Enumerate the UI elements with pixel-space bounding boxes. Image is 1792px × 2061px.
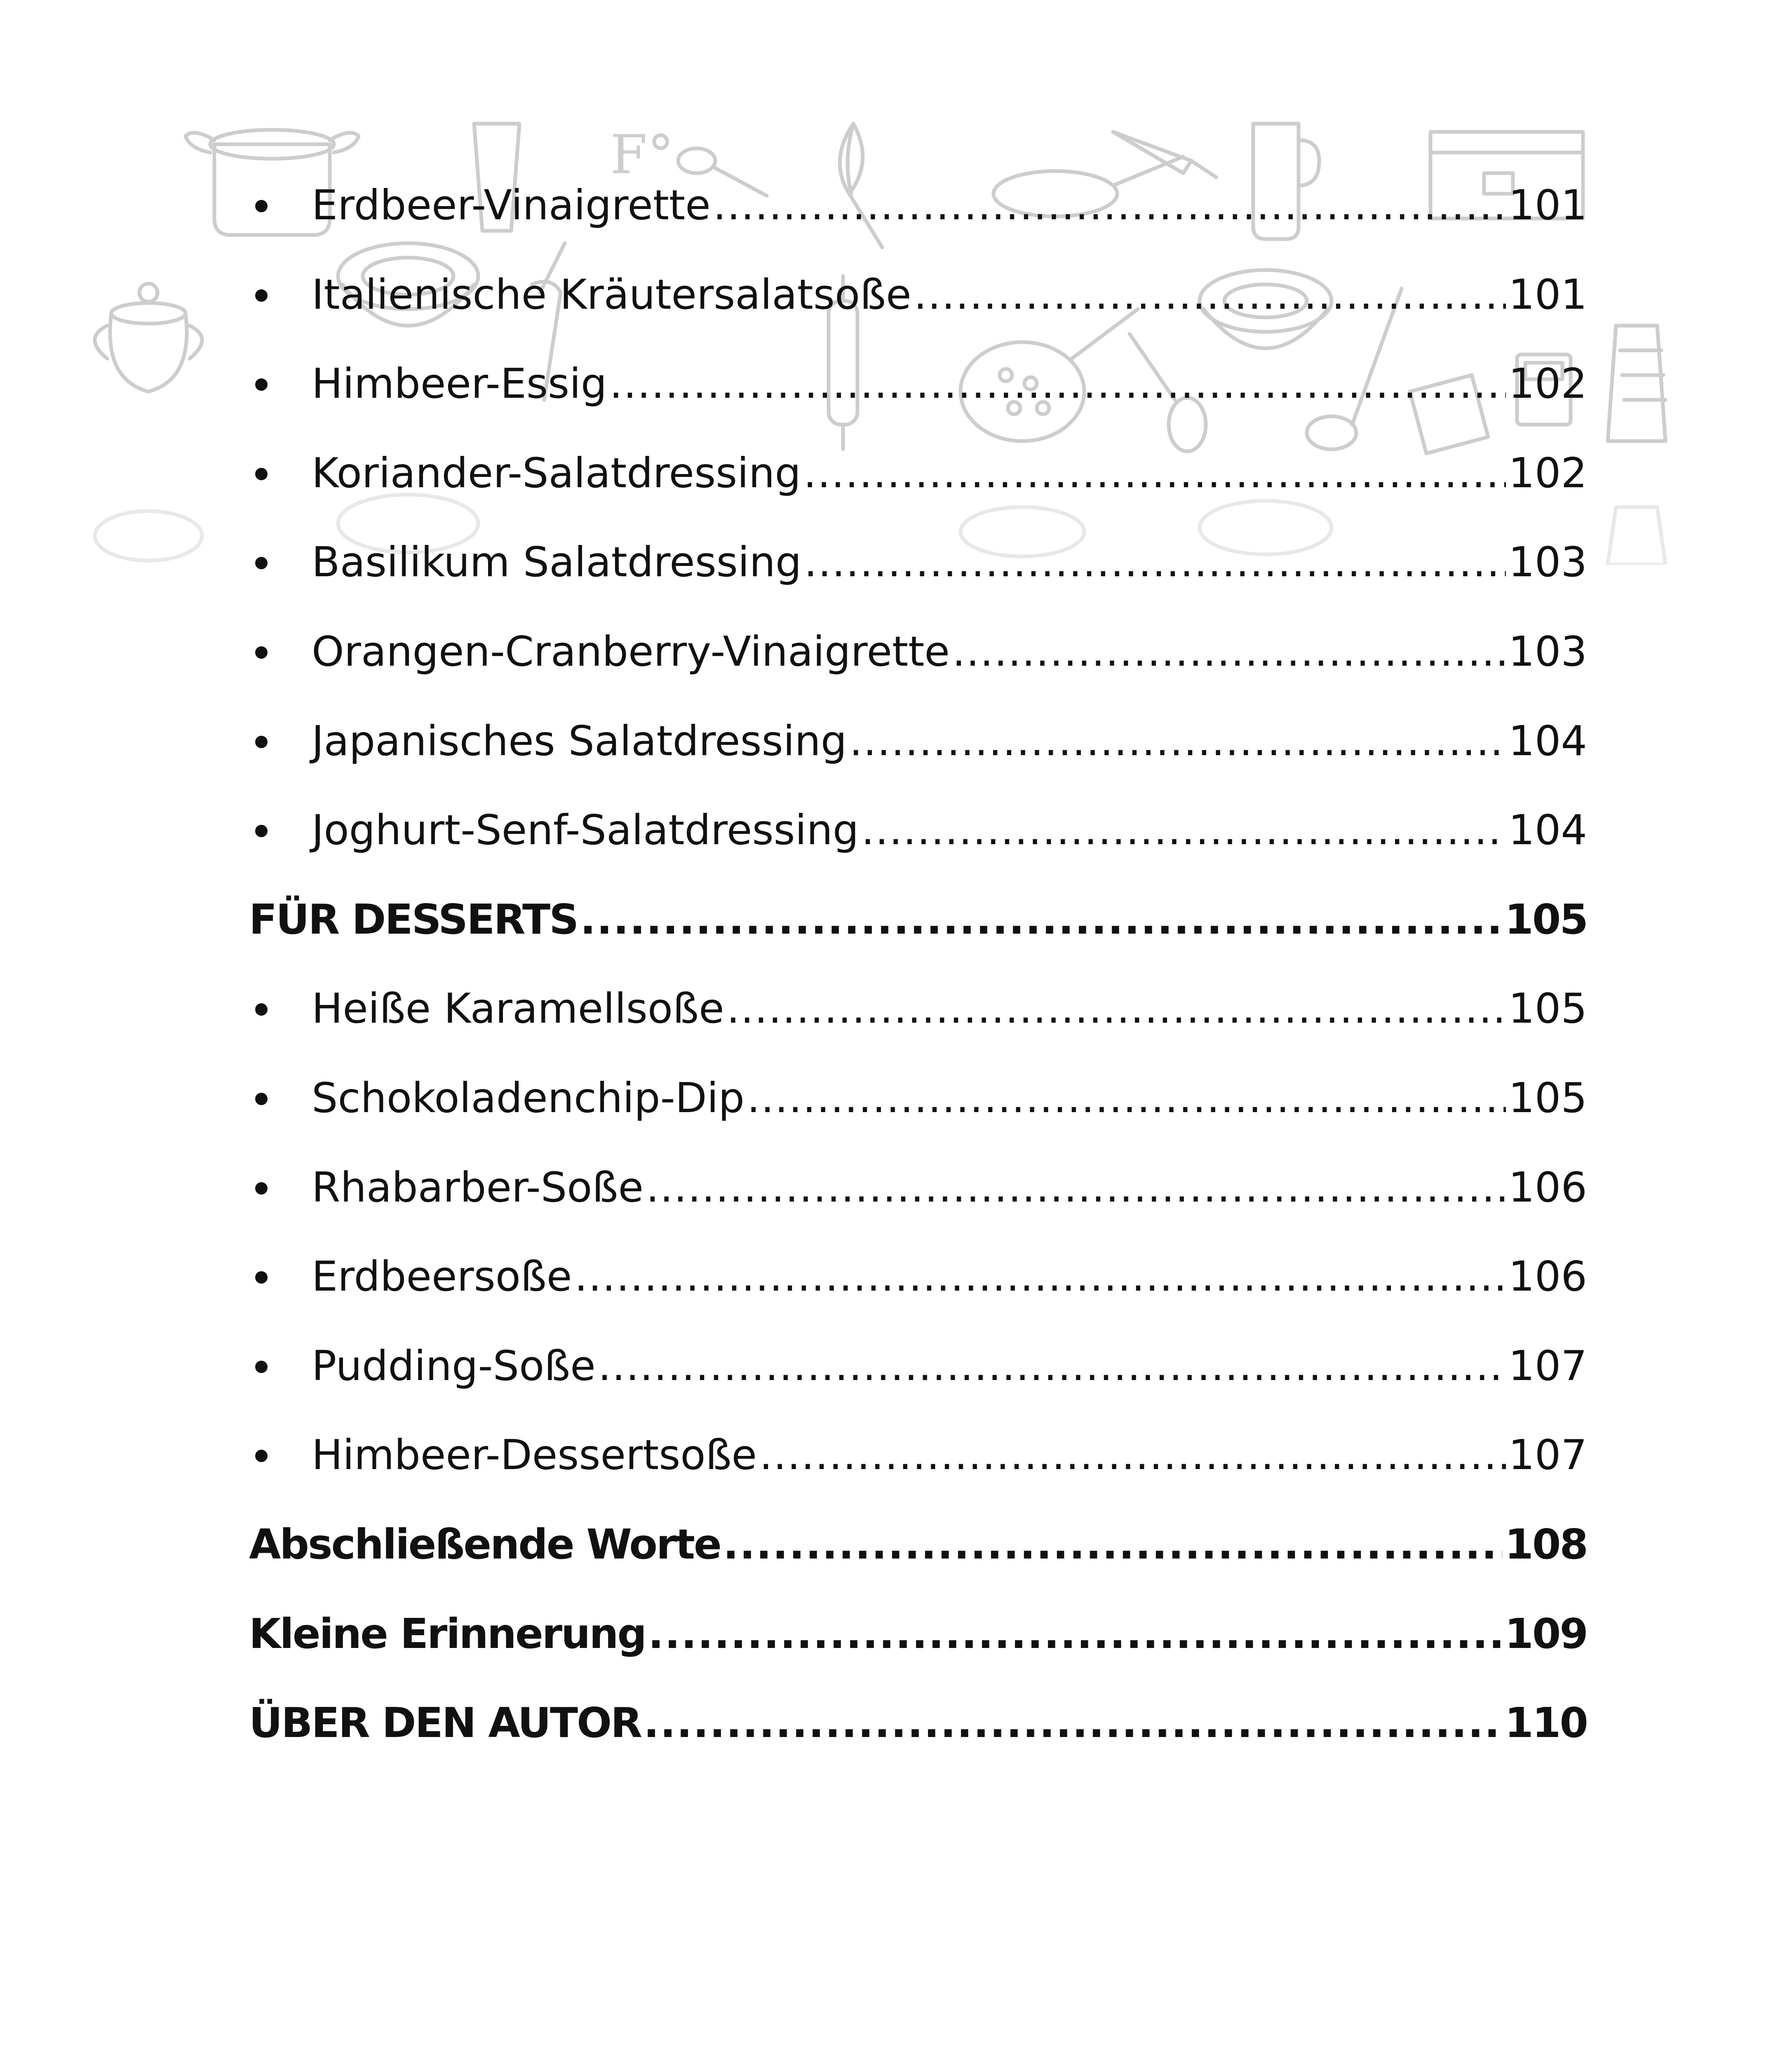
dot-leader (713, 161, 1506, 250)
toc-section-entry[interactable] (249, 1678, 1587, 1768)
toc-entry-title: Italienische Kräutersalatsoße (312, 270, 911, 319)
dot-leader (644, 1678, 1502, 1768)
dot-leader (759, 1411, 1506, 1500)
toc-entry-title: Erdbeersoße (312, 1252, 572, 1301)
bullet-icon (255, 736, 268, 748)
toc-section-entry[interactable] (249, 1500, 1587, 1589)
dot-leader (849, 697, 1506, 786)
toc-entry[interactable] (249, 1232, 1587, 1322)
dot-leader (646, 1143, 1506, 1232)
bullet-icon (255, 1182, 268, 1195)
dot-leader (609, 339, 1506, 429)
toc-entry-page-number: 105 (1508, 984, 1587, 1033)
toc-entry-title: Schokoladenchip-Dip (312, 1073, 745, 1122)
dot-leader (914, 250, 1506, 340)
bullet-icon (255, 557, 268, 569)
toc-entry-page-number: 106 (1508, 1163, 1587, 1211)
dot-leader (952, 607, 1506, 697)
toc-entry[interactable] (249, 250, 1587, 340)
bullet-icon (255, 1271, 268, 1284)
bullet-icon (255, 1450, 268, 1462)
toc-entry-title: Japanisches Salatdressing (312, 716, 847, 765)
toc-entry-title: Basilikum Salatdressing (312, 538, 802, 587)
dot-leader (580, 875, 1502, 965)
grater-icon (1608, 326, 1665, 441)
bullet-icon (255, 468, 268, 480)
bullet-icon (255, 825, 268, 837)
bullet-icon (255, 289, 268, 302)
toc-entry-title: Pudding-Soße (312, 1341, 596, 1390)
toc-entry[interactable] (249, 161, 1587, 250)
toc-entry-title: Koriander-Salatdressing (312, 448, 801, 497)
bullet-icon (255, 1003, 268, 1016)
toc-entry-title: ÜBER DEN AUTOR (249, 1699, 641, 1747)
bullet-icon (255, 200, 268, 212)
dot-leader (648, 1589, 1502, 1679)
toc-entry[interactable] (249, 518, 1587, 607)
toc-entry-page-number: 110 (1505, 1699, 1587, 1747)
toc-entry-title: Joghurt-Senf-Salatdressing (312, 806, 859, 854)
toc-entry[interactable] (249, 339, 1587, 429)
toc-entry-page-number: 101 (1508, 181, 1587, 229)
toc-entry-page-number: 101 (1508, 270, 1587, 319)
toc-entry-page-number: 102 (1508, 448, 1587, 497)
toc-entry-title: Himbeer-Essig (312, 359, 607, 408)
toc-entry-title: Kleine Erinnerung (249, 1609, 646, 1658)
svg-text:F°: F° (610, 123, 674, 186)
dot-leader (803, 429, 1506, 518)
toc-entry-title: Erdbeer-Vinaigrette (312, 181, 711, 229)
toc-entry-title: Heiße Karamellsoße (312, 984, 724, 1033)
dot-leader (598, 1322, 1506, 1411)
dot-leader (861, 786, 1506, 875)
dot-leader (723, 1500, 1502, 1589)
toc-entry-title: Himbeer-Dessertsoße (312, 1431, 757, 1479)
toc-entry[interactable] (249, 786, 1587, 875)
sugar-bowl-icon (95, 284, 202, 392)
toc-entry-title: Rhabarber-Soße (312, 1163, 644, 1211)
toc-entry-title: Abschließende Worte (249, 1520, 721, 1568)
toc-entry-page-number: 107 (1508, 1431, 1587, 1479)
dot-leader (747, 1054, 1506, 1143)
toc-entry[interactable] (249, 1411, 1587, 1500)
bullet-icon (255, 1093, 268, 1105)
toc-entry-page-number: 103 (1508, 627, 1587, 676)
dot-leader (727, 964, 1506, 1054)
bullet-icon (255, 1361, 268, 1373)
toc-entry-title: FÜR DESSERTS (249, 895, 578, 944)
toc-entry[interactable] (249, 697, 1587, 786)
toc-entry-page-number: 107 (1508, 1341, 1587, 1390)
toc-entry-page-number: 103 (1508, 538, 1587, 587)
toc-entry-page-number: 104 (1508, 806, 1587, 854)
toc-entry[interactable] (249, 1322, 1587, 1411)
toc-entry[interactable] (249, 607, 1587, 697)
toc-entry[interactable] (249, 1054, 1587, 1143)
toc-entry[interactable] (249, 964, 1587, 1054)
toc-entry[interactable] (249, 1143, 1587, 1232)
toc-entry-page-number: 108 (1505, 1520, 1587, 1568)
toc-section-entry[interactable] (249, 875, 1587, 965)
dot-leader (804, 518, 1506, 607)
toc-section-entry[interactable] (249, 1589, 1587, 1679)
toc-entry-title: Orangen-Cranberry-Vinaigrette (312, 627, 950, 676)
toc-entry-page-number: 105 (1508, 1073, 1587, 1122)
bullet-icon (255, 378, 268, 391)
toc-entry-page-number: 102 (1508, 359, 1587, 408)
dot-leader (574, 1232, 1506, 1322)
bullet-icon (255, 646, 268, 659)
toc-entry-page-number: 104 (1508, 716, 1587, 765)
toc-entry-page-number: 106 (1508, 1252, 1587, 1301)
toc-entry-page-number: 109 (1505, 1609, 1587, 1658)
toc-entry[interactable] (249, 429, 1587, 518)
table-of-contents (249, 161, 1587, 1768)
toc-entry-page-number: 105 (1505, 895, 1587, 944)
